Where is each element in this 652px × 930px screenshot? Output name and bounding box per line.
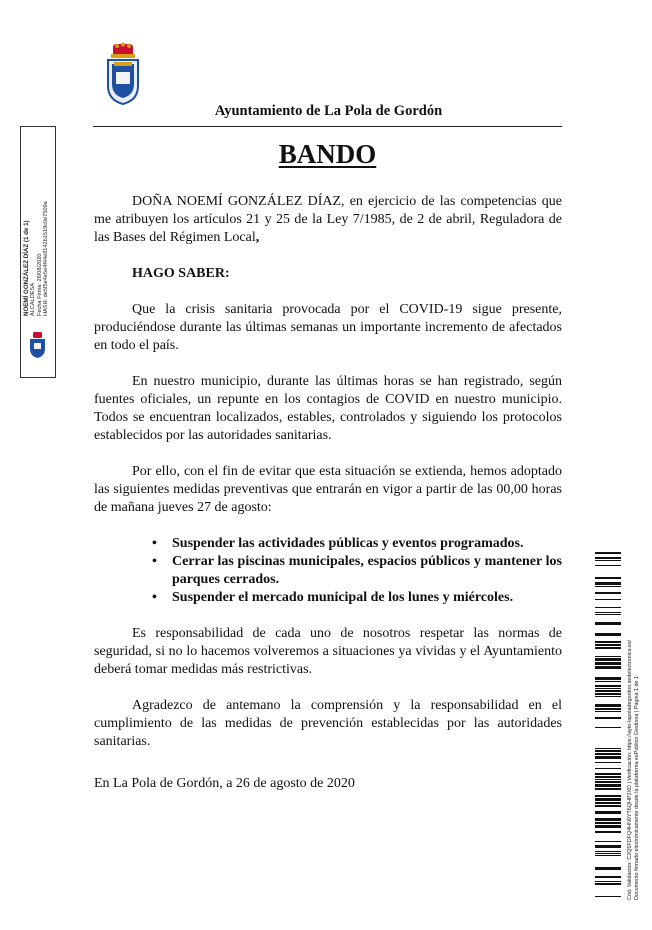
barcode-bar (595, 644, 621, 646)
barcode-bar (595, 666, 621, 669)
barcode-bar (595, 690, 621, 692)
barcode-bar (595, 825, 621, 828)
barcode-bar (595, 727, 621, 728)
barcode-bar (595, 802, 621, 804)
paragraph: Por ello, con el fin de evitar que esta situación se extienda, hemos adoptado las siguientes medidas preventivas que entrarán en vigor a partir de las 00,00 horas de mañana jueves 27 de agosto: (94, 464, 562, 515)
barcode-bar (595, 883, 621, 885)
barcode-bar (595, 773, 621, 775)
barcode-bar (595, 696, 621, 697)
barcode-bar (595, 688, 621, 689)
verification-line-1: Cód. Validación: C2Q5FDFQ4HN9YT6QHP2XD | Verificación: https://ayto-lapoladegordon.sedelectronica.es/ (627, 639, 633, 900)
barcode-bar (595, 641, 621, 643)
barcode-bar (595, 805, 621, 807)
verification-text (627, 560, 641, 900)
barcode-bar (595, 592, 621, 594)
barcode-bar (595, 622, 621, 625)
institution-heading: Ayuntamiento de La Pola de Gordón (214, 103, 443, 119)
barcode-bar (595, 845, 621, 848)
barcode-bar (595, 784, 621, 787)
paragraph: Que la crisis sanitaria provocada por el COVID-19 sigue presente, produciéndose durante las últimas semanas un importante incremento de afectados en todo el país. (94, 302, 562, 353)
barcode-bar (595, 841, 621, 842)
barcode-bar (595, 717, 621, 719)
barcode-bar (595, 582, 621, 585)
measure-item: • Suspender el mercado municipal de los lunes y miércoles. (172, 589, 562, 607)
barcode-bar (595, 565, 621, 566)
barcode-bar (595, 677, 621, 680)
measure-item: • Cerrar las piscinas municipales, espacios públicos y mantener los parques cerrados. (172, 553, 562, 589)
barcode-bar (595, 822, 621, 824)
barcode-bar (595, 781, 621, 783)
barcode-bar (595, 779, 621, 780)
barcode-bar (595, 876, 621, 878)
paragraph: En nuestro municipio, durante las últimas horas se han registrado, según fuentes oficiales, un repunte en los contagios de COVID en nuestro municipio. Todos se encuentran localizados, estables, controlados y siguiendo los protocolos establecidos por las autoridades sanitarias. (94, 374, 562, 443)
signature-stamp-text (24, 166, 50, 316)
barcode-bar (595, 768, 621, 769)
barcode-bar (595, 750, 621, 752)
intro-end: , (255, 230, 260, 245)
small-crest-icon (29, 332, 46, 358)
barcode-bar (595, 855, 621, 856)
barcode-bar (595, 612, 621, 613)
barcode-bar (595, 881, 621, 882)
barcode-bar (595, 552, 621, 554)
barcode-bar (595, 614, 621, 615)
barcode-bar (595, 633, 621, 636)
barcode-bar (595, 560, 621, 561)
barcode-bar (595, 656, 621, 657)
signoff: En La Pola de Gordón, a 26 de agosto de 2020 (94, 776, 355, 791)
paragraph: Es responsabilidad de cada uno de nosotros respetar las normas de seguridad, si no lo hacemos volveremos a situaciones ya vividas y el Ayuntamiento deberá tomar medidas más restrictivas. (94, 626, 562, 677)
barcode-bar (595, 586, 621, 587)
barcode-bar (595, 853, 621, 854)
barcode-bar (595, 788, 621, 790)
document-body (94, 193, 562, 811)
signer-name: NOEMÍ GONZÁLEZ DÍAZ (1 de 1) (23, 220, 30, 316)
signer-role: ALCALDESA (30, 283, 37, 316)
barcode-bar (595, 693, 621, 695)
barcode-bar (595, 851, 621, 852)
barcode-bar (595, 818, 621, 821)
verification-line-2: Documento firmado electrónicamente desde la plataforma esPublico Gestiona | Página 1 de 1 (634, 675, 640, 900)
barcode-bar (595, 658, 621, 661)
barcode-bar (595, 704, 621, 707)
intro-paragraph (94, 193, 562, 247)
document-title: BANDO (278, 139, 377, 169)
barcode-bar (595, 681, 621, 682)
barcode-bar (595, 711, 621, 712)
barcode-bar (595, 867, 621, 870)
barcode-bar (595, 811, 621, 814)
barcode-icon (595, 552, 621, 897)
mayor-name: DOÑA NOEMÍ GONZÁLEZ DÍAZ, (132, 194, 345, 209)
barcode-bar (595, 753, 621, 755)
measures-list (94, 535, 562, 607)
barcode-bar (595, 748, 621, 749)
barcode-bar (595, 896, 621, 897)
municipal-crest-icon (104, 42, 142, 106)
barcode-bar (595, 577, 621, 579)
barcode-bar (595, 798, 621, 801)
barcode-bar (595, 708, 621, 710)
hago-saber: HAGO SABER: (132, 266, 230, 281)
barcode-bar (595, 795, 621, 797)
barcode-bar (595, 762, 621, 763)
barcode-bar (595, 662, 621, 665)
barcode-bar (595, 607, 621, 608)
header-divider (93, 126, 562, 127)
barcode-bar (595, 599, 621, 600)
barcode-bar (595, 557, 621, 559)
barcode-bar (595, 776, 621, 778)
intro-text: en ejercicio de las competencias que me atribuyen los artículos 21 y 25 de la Ley 7/1985, de 2 de abril, Reguladora de las Bases del Régimen Local (94, 194, 562, 245)
barcode-bar (595, 756, 621, 759)
paragraph: Agradezco de antemano la comprensión y la responsabilidad en el cumplimiento de las medidas de prevención establecidas por las autoridades sanitarias. (94, 698, 562, 749)
signature-hash: HASH: de5f5e4e5e4f44e8142b1519c0e7509a (43, 201, 50, 316)
signature-date: Fecha Firma: 26/08/2020 (36, 253, 43, 316)
barcode-bar (595, 685, 621, 687)
barcode-bar (595, 831, 621, 833)
measure-item: • Suspender las actividades públicas y eventos programados. (172, 535, 562, 553)
barcode-bar (595, 647, 621, 649)
